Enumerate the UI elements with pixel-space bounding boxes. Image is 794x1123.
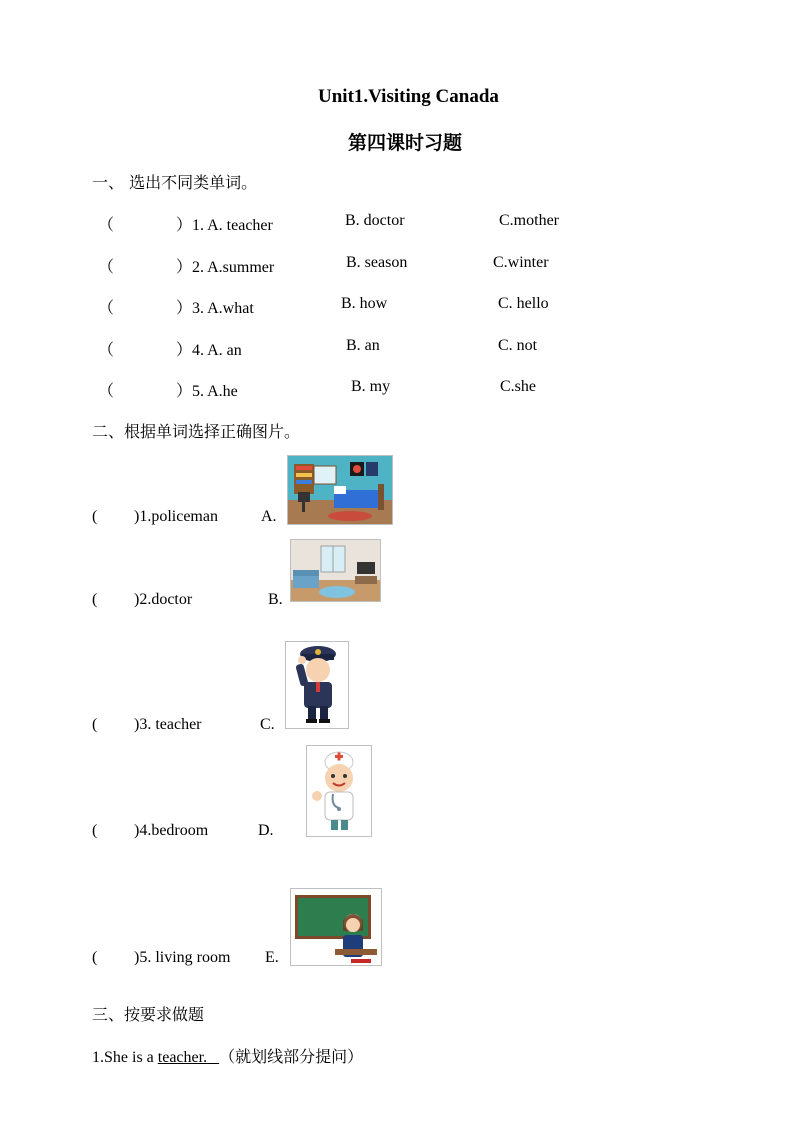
option-letter: D. (258, 822, 274, 839)
living-room-picture (290, 539, 381, 602)
section1-heading: 一、 选出不同类单词。 (92, 173, 258, 192)
item-label: )1.policeman (134, 508, 218, 525)
paren-open: （ (98, 300, 115, 317)
question-number-option-a: ）3. A.what (176, 300, 254, 317)
option-letter: A. (261, 508, 277, 525)
paren-open: ( (92, 591, 98, 608)
section2-heading: 二、根据单词选择正确图片。 (92, 422, 301, 441)
option-c: C. hello (498, 295, 549, 312)
bedroom-picture (287, 455, 393, 525)
section3-heading: 三、按要求做题 (92, 1005, 205, 1024)
question-text: 1.She is a (92, 1049, 158, 1066)
item-label: )3. teacher (134, 716, 202, 733)
question-number-option-a: ）5. A.he (176, 383, 238, 400)
question-1 (92, 1044, 363, 1067)
paren-open: （ (98, 259, 115, 276)
option-letter: C. (260, 716, 275, 733)
page-title: Unit1.Visiting Canada (318, 86, 499, 107)
answer-blank[interactable] (207, 1049, 219, 1066)
underlined-word: teacher. (157, 1049, 208, 1066)
paren-open: ( (92, 822, 98, 839)
option-c: C. not (498, 337, 538, 354)
option-b: B. how (341, 295, 388, 312)
paren-open: ( (92, 508, 98, 525)
option-b: B. season (346, 254, 408, 271)
option-letter: B. (268, 591, 283, 608)
option-c: C.winter (493, 254, 549, 271)
option-b: B. doctor (345, 212, 405, 229)
question-number-option-a: ）4. A. an (176, 342, 242, 359)
option-c: C.mother (499, 212, 559, 229)
option-b: B. an (346, 337, 380, 354)
option-letter: E. (265, 949, 279, 966)
paren-open: ( (92, 949, 98, 966)
item-label: )5. living room (134, 949, 231, 966)
question-number-option-a: ）2. A.summer (176, 259, 275, 276)
paren-open: （ (98, 217, 115, 234)
question-hint: （就划线部分提问） (219, 1047, 364, 1066)
option-c: C.she (500, 378, 536, 395)
page-subtitle: 第四课时习题 (348, 132, 463, 154)
teacher-picture (290, 888, 382, 966)
paren-open: ( (92, 716, 98, 733)
item-label: )4.bedroom (134, 822, 209, 839)
doctor-picture (306, 745, 372, 837)
question-number-option-a: ）1. A. teacher (176, 217, 273, 234)
item-label: )2.doctor (134, 591, 193, 608)
option-b: B. my (351, 378, 391, 395)
paren-open: （ (98, 383, 115, 400)
policeman-picture (285, 641, 349, 729)
paren-open: （ (98, 342, 115, 359)
